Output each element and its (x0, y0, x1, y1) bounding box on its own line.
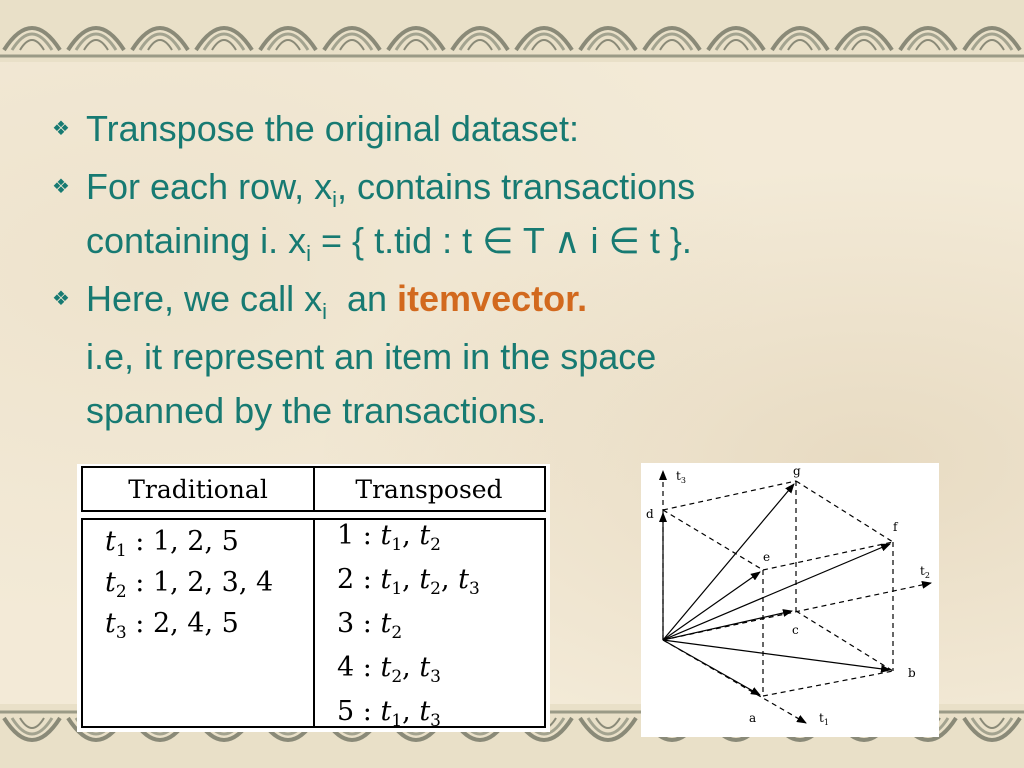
header-traditional: Traditional (128, 475, 268, 504)
tid-subscript: 3 (430, 711, 441, 731)
continuation-line: i.e, it represent an item in the space (86, 336, 657, 377)
subscript: i (322, 299, 327, 324)
itemvector-term: itemvector. (397, 278, 588, 319)
header-transposed: Transposed (355, 475, 503, 504)
bullet-text: an (326, 278, 398, 319)
transposed-row (337, 520, 441, 555)
tid-subscript: 3 (115, 623, 127, 643)
bullet-itemvector (50, 272, 870, 326)
bullet-text: Here, we call x (86, 278, 323, 319)
tid-symbol: t (105, 608, 116, 639)
item-list: : 1, 2, 3, 4 (126, 567, 274, 598)
tid-subscript: 1 (115, 541, 127, 561)
diamond-bullet-icon: ❖ (52, 176, 70, 198)
tid-subscript: 1 (391, 535, 403, 555)
diamond-bullet-icon: ❖ (52, 118, 70, 140)
bullet-transpose (50, 102, 870, 156)
tid-symbol: t (380, 696, 392, 727)
tid-symbol: t (458, 564, 470, 595)
itemvector-diagram (641, 463, 939, 737)
tid-symbol: t (380, 564, 392, 595)
tid-subscript: 1 (391, 579, 403, 599)
bullet-row-definition (50, 160, 870, 268)
tid-symbol: t (419, 696, 431, 727)
bullet-text: , contains transactions (336, 166, 696, 207)
point-label-c: c (792, 623, 799, 637)
item-id: 5 : (337, 696, 381, 727)
transposed-row (337, 652, 441, 687)
vector-space-plot (641, 463, 939, 737)
subscript: i (306, 241, 312, 266)
traditional-row (105, 608, 239, 643)
tid-symbol: t (105, 567, 116, 598)
traditional-row (105, 567, 273, 602)
dataset-table (77, 464, 550, 732)
point-label-a: a (749, 711, 757, 725)
tid-subscript: 1 (391, 711, 403, 731)
item-id: 1 : (337, 520, 381, 551)
tid-subscript: 2 (430, 535, 441, 555)
item-vectors (663, 484, 890, 695)
separator: , (402, 652, 420, 683)
traditional-rows (105, 526, 273, 643)
top-border-pattern (0, 0, 1024, 62)
item-list: : 1, 2, 5 (126, 526, 239, 557)
point-label-b: b (908, 666, 916, 680)
tid-subscript: 3 (430, 667, 441, 687)
item-list: : 2, 4, 5 (126, 608, 239, 639)
transposed-row (337, 696, 441, 731)
tid-subscript: 2 (391, 667, 403, 687)
cube-edges (663, 481, 893, 696)
tid-symbol: t (380, 608, 392, 639)
tid-symbol: t (380, 652, 392, 683)
transposed-row (337, 564, 480, 599)
slide-body (50, 102, 870, 438)
tid-symbol: t (419, 564, 431, 595)
axis-label-t3: $t_3$ (676, 469, 686, 485)
tid-subscript: 2 (115, 582, 127, 602)
point-label-e: e (763, 550, 771, 564)
bullet-text: containing i. x (86, 220, 307, 261)
item-id: 2 : (337, 564, 381, 595)
tid-symbol: t (105, 526, 116, 557)
point-label-d: d (646, 507, 654, 521)
subscript: i (332, 187, 337, 212)
bullet-text: = { t.tid : t ∈ T ∧ i ∈ t }. (311, 220, 692, 261)
continuation-text (50, 330, 870, 438)
tid-subscript: 2 (391, 623, 403, 643)
tid-symbol: t (419, 520, 431, 551)
table-graphic (77, 464, 550, 732)
item-id: 4 : (337, 652, 381, 683)
axis-label-t2: $t_2$ (920, 564, 930, 580)
tid-symbol: t (380, 520, 392, 551)
point-label-g: g (793, 464, 801, 478)
traditional-row (105, 526, 239, 561)
bullet-text: For each row, x (86, 166, 333, 207)
tid-symbol: t (419, 652, 431, 683)
axis-label-t1: $t_1$ (819, 711, 829, 727)
point-label-f: f (893, 520, 898, 534)
separator: , (402, 696, 420, 727)
separator: , (402, 564, 420, 595)
transposed-rows (337, 520, 480, 731)
bullet-text: Transpose the original dataset: (86, 108, 579, 149)
continuation-line: spanned by the transactions. (86, 390, 547, 431)
diamond-bullet-icon: ❖ (52, 288, 70, 310)
transposed-row (337, 608, 402, 643)
separator: , (402, 520, 420, 551)
item-id: 3 : (337, 608, 381, 639)
tid-subscript: 3 (469, 579, 480, 599)
separator: , (441, 564, 459, 595)
tid-subscript: 2 (430, 579, 441, 599)
